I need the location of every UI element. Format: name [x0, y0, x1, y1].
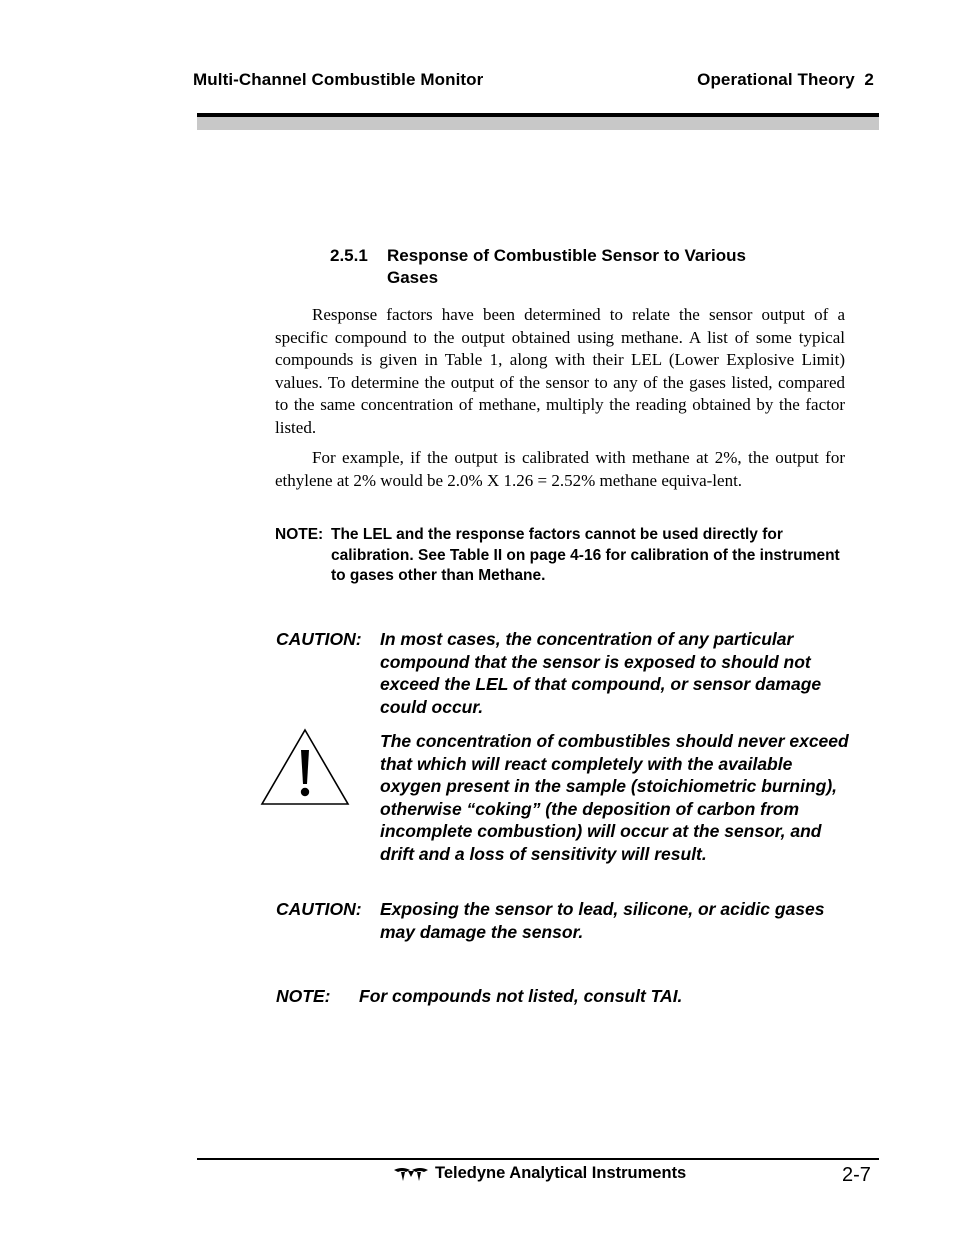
caution-label: CAUTION: — [276, 629, 362, 649]
caution-text: Exposing the sensor to lead, silicone, or acidic gases may damage the sensor. — [380, 899, 825, 942]
note-label: NOTE: — [276, 986, 331, 1006]
note-block — [275, 525, 850, 587]
caution-label: CAUTION: — [276, 899, 362, 919]
body-paragraph-2 — [275, 447, 845, 492]
section-heading — [330, 245, 746, 289]
note-text: For compounds not listed, consult TAI. — [359, 986, 683, 1006]
page-number: 2-7 — [842, 1164, 871, 1186]
header-title: Multi-Channel Combustible Monitor — [193, 70, 484, 89]
paragraph-text: For example, if the output is calibrated with methane at 2%, the output for ethylene at 2% would be 2.0% X 1.26 = 2.52% methane equiva-lent. — [275, 448, 845, 490]
body-paragraph-1 — [275, 304, 845, 440]
caution-text: In most cases, the concentration of any particular compound that the sensor is exposed to should not exceed the LEL of that compound, or sensor damage could occur. — [380, 629, 822, 717]
caution-text-coking: The concentration of combustibles should never exceed that which will react completely with the available oxygen present in the sample (stoichiometric burning), otherwise “coking” (the deposition of carbon from incomplete combustion) will occur at the sensor, and drift and a loss of sensitivity will result. — [380, 731, 849, 864]
teledyne-logo-icon — [393, 1166, 429, 1182]
footer-rule — [197, 1158, 879, 1160]
warning-triangle-icon — [260, 728, 350, 806]
paragraph-text: Response factors have been determined to relate the sensor output of a specific compound to the output obtained using methane. A list of some typical compounds is given in Table 1, along with their LEL (Lower Explosive Limit) values. To determine the output of the sensor to any of the gases listed, compared to the same concentration of methane, multiply the reading obtained by the factor listed. — [275, 305, 845, 437]
note-text: The LEL and the response factors cannot be used directly for calibration. See Table II on page 4-16 for calibration of the instrument to gases other than Methane. — [331, 526, 840, 584]
header-chapter: Operational Theory 2 — [697, 70, 874, 89]
header-rule-shade — [197, 117, 879, 130]
note-label: NOTE: — [275, 526, 324, 543]
section-title-line2: Gases — [387, 268, 439, 287]
section-number: 2.5.1 — [330, 246, 368, 265]
section-title-line1: Response of Combustible Sensor to Various — [387, 246, 746, 265]
footer-company — [393, 1164, 686, 1183]
footer-company-name: Teledyne Analytical Instruments — [435, 1164, 687, 1182]
